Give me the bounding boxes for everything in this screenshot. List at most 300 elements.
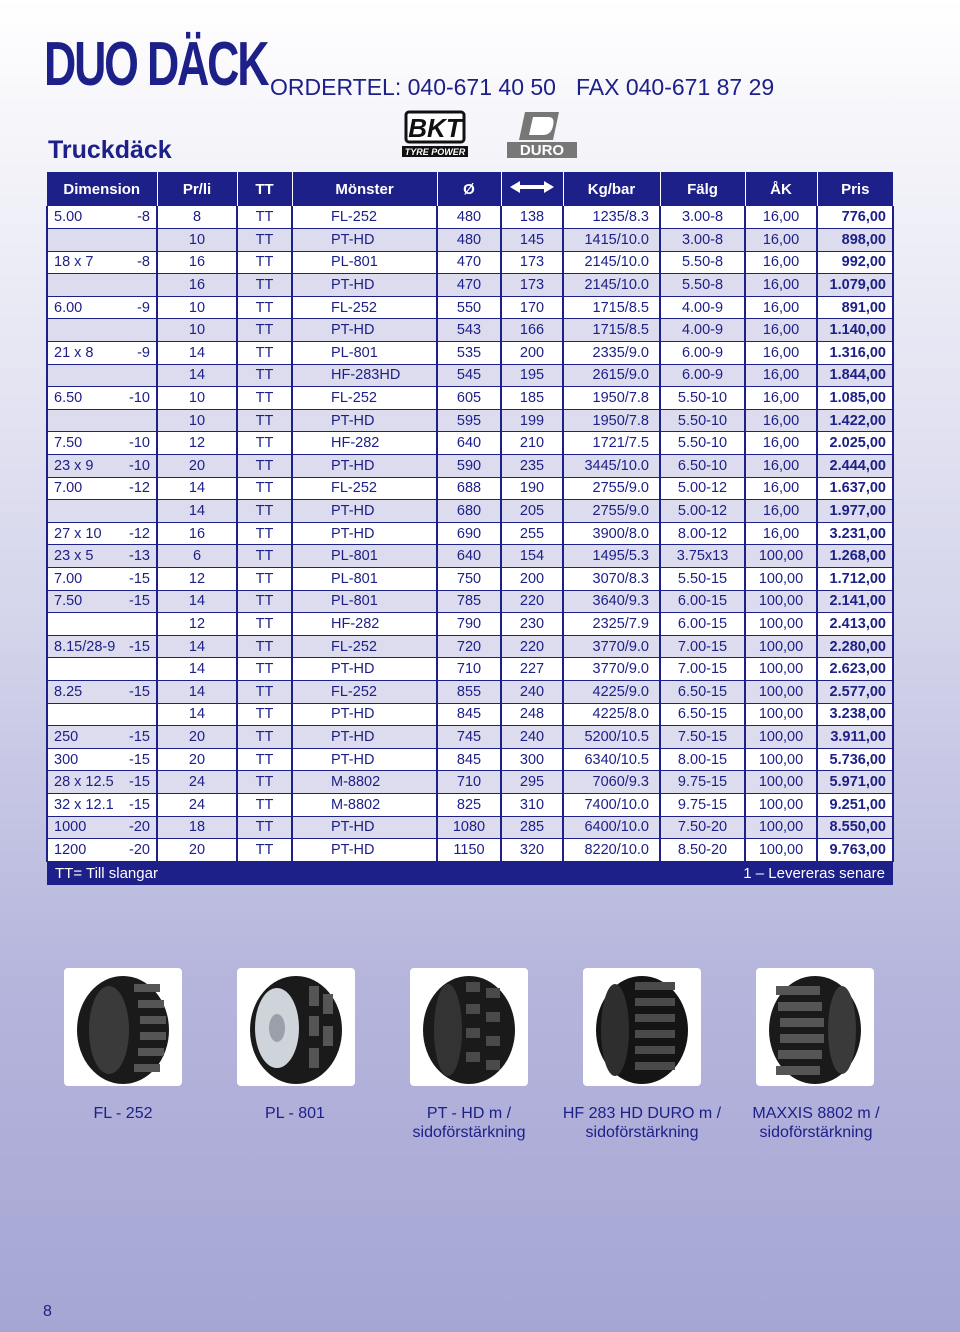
price-cell: 1.085,00 xyxy=(817,387,893,410)
tt-cell: TT xyxy=(237,635,292,658)
dimension-cell xyxy=(47,206,157,229)
price-cell: 3.911,00 xyxy=(817,726,893,749)
pr-li-cell: 12 xyxy=(157,613,237,636)
dimension-cell xyxy=(47,477,157,500)
monster-cell: PT-HD xyxy=(292,500,437,523)
tt-cell: TT xyxy=(237,839,292,862)
monster-cell: PL-801 xyxy=(292,342,437,365)
width-cell: 173 xyxy=(501,274,563,297)
dimension-size: 5.00 xyxy=(54,209,83,226)
price-cell: 2.141,00 xyxy=(817,590,893,613)
tt-cell: TT xyxy=(237,748,292,771)
pr-li-cell: 8 xyxy=(157,206,237,229)
price-cell: 1.268,00 xyxy=(817,545,893,568)
diameter-cell: 790 xyxy=(437,613,501,636)
width-cell: 230 xyxy=(501,613,563,636)
dimension-rim: -15 xyxy=(129,751,150,768)
pr-li-cell: 14 xyxy=(157,635,237,658)
col-diameter: Ø xyxy=(437,172,501,206)
ak-cell: 100,00 xyxy=(745,726,817,749)
diameter-cell: 825 xyxy=(437,793,501,816)
col-kg-bar: Kg/bar xyxy=(563,172,660,206)
kg-bar-cell: 3445/10.0 xyxy=(563,455,660,478)
price-cell: 2.444,00 xyxy=(817,455,893,478)
pr-li-cell: 20 xyxy=(157,726,237,749)
pr-li-cell: 12 xyxy=(157,568,237,591)
dimension-size: 1000 xyxy=(54,819,87,836)
col-tt: TT xyxy=(237,172,292,206)
price-table xyxy=(46,172,894,885)
kg-bar-cell: 2755/9.0 xyxy=(563,477,660,500)
footer-note-tt: TT= Till slangar xyxy=(47,861,501,885)
monster-cell: PT-HD xyxy=(292,409,437,432)
tt-cell: TT xyxy=(237,658,292,681)
width-cell: 240 xyxy=(501,680,563,703)
dimension-cell xyxy=(47,839,157,862)
pr-li-cell: 10 xyxy=(157,296,237,319)
width-cell: 195 xyxy=(501,364,563,387)
falg-cell: 5.00-12 xyxy=(660,500,745,523)
width-cell: 170 xyxy=(501,296,563,319)
falg-cell: 9.75-15 xyxy=(660,793,745,816)
price-cell: 1.712,00 xyxy=(817,568,893,591)
diameter-cell: 543 xyxy=(437,319,501,342)
width-cell: 227 xyxy=(501,658,563,681)
col-pr-li: Pr/li xyxy=(157,172,237,206)
falg-cell: 7.00-15 xyxy=(660,635,745,658)
price-cell: 3.231,00 xyxy=(817,522,893,545)
tt-cell: TT xyxy=(237,680,292,703)
falg-cell: 6.00-9 xyxy=(660,364,745,387)
ak-cell: 100,00 xyxy=(745,793,817,816)
dimension-rim: -13 xyxy=(129,548,150,565)
dimension-size: 6.50 xyxy=(54,390,83,407)
dimension-rim: -15 xyxy=(129,570,150,587)
dimension-size: 7.00 xyxy=(54,480,83,497)
tire-image-pl-801 xyxy=(237,968,355,1086)
contact-line xyxy=(270,74,774,101)
falg-cell: 6.50-10 xyxy=(660,455,745,478)
monster-cell: FL-252 xyxy=(292,387,437,410)
tt-cell: TT xyxy=(237,251,292,274)
price-cell: 9.763,00 xyxy=(817,839,893,862)
tire-caption-hf-283: HF 283 HD DURO m / sidoförstärkning xyxy=(562,1105,722,1141)
dimension-cell xyxy=(47,251,157,274)
price-cell: 1.140,00 xyxy=(817,319,893,342)
monster-cell: PT-HD xyxy=(292,274,437,297)
diameter-cell: 470 xyxy=(437,251,501,274)
dimension-size: 28 x 12.5 xyxy=(54,774,114,791)
pr-li-cell: 14 xyxy=(157,342,237,365)
tt-cell: TT xyxy=(237,500,292,523)
width-cell: 205 xyxy=(501,500,563,523)
ak-cell: 100,00 xyxy=(745,545,817,568)
dimension-rim: -9 xyxy=(137,344,150,361)
table-row xyxy=(47,748,893,771)
col-width xyxy=(501,172,563,206)
kg-bar-cell: 1715/8.5 xyxy=(563,319,660,342)
diameter-cell: 750 xyxy=(437,568,501,591)
width-cell: 200 xyxy=(501,342,563,365)
dimension-size: 7.50 xyxy=(54,593,83,610)
pr-li-cell: 6 xyxy=(157,545,237,568)
dimension-rim: -15 xyxy=(129,593,150,610)
tire-image-hf-283-hd-duro xyxy=(583,968,701,1086)
diameter-cell: 745 xyxy=(437,726,501,749)
tt-cell: TT xyxy=(237,432,292,455)
dimension-cell xyxy=(47,522,157,545)
tire-caption-maxxis: MAXXIS 8802 m / sidoförstärkning xyxy=(752,1105,880,1141)
price-cell: 2.413,00 xyxy=(817,613,893,636)
kg-bar-cell: 6340/10.5 xyxy=(563,748,660,771)
dimension-cell xyxy=(47,635,157,658)
dimension-rim: -15 xyxy=(129,728,150,745)
ak-cell: 16,00 xyxy=(745,364,817,387)
tt-cell: TT xyxy=(237,568,292,591)
width-cell: 166 xyxy=(501,319,563,342)
tt-cell: TT xyxy=(237,409,292,432)
tire-hf-283-hd-duro-icon xyxy=(583,968,701,1086)
kg-bar-cell: 1495/5.3 xyxy=(563,545,660,568)
pr-li-cell: 14 xyxy=(157,364,237,387)
pr-li-cell: 16 xyxy=(157,522,237,545)
dimension-size: 250 xyxy=(54,728,79,745)
tt-cell: TT xyxy=(237,455,292,478)
diameter-cell: 480 xyxy=(437,229,501,252)
falg-cell: 5.50-8 xyxy=(660,251,745,274)
monster-cell: PT-HD xyxy=(292,748,437,771)
tire-fl-252-icon xyxy=(64,968,182,1086)
brand-logo: DUO DÄCK xyxy=(44,30,268,99)
pr-li-cell: 20 xyxy=(157,839,237,862)
falg-cell: 9.75-15 xyxy=(660,771,745,794)
monster-cell: FL-252 xyxy=(292,477,437,500)
ak-cell: 100,00 xyxy=(745,613,817,636)
kg-bar-cell: 3070/8.3 xyxy=(563,568,660,591)
table-header-row xyxy=(47,172,893,206)
dimension-cell xyxy=(47,432,157,455)
dimension-cell xyxy=(47,229,157,252)
dimension-cell xyxy=(47,703,157,726)
ak-cell: 16,00 xyxy=(745,455,817,478)
dimension-size: 8.25 xyxy=(54,683,83,700)
pr-li-cell: 10 xyxy=(157,319,237,342)
col-dimension: Dimension xyxy=(47,172,157,206)
price-cell: 1.422,00 xyxy=(817,409,893,432)
dimension-rim: -15 xyxy=(129,683,150,700)
table-row xyxy=(47,568,893,591)
pr-li-cell: 16 xyxy=(157,251,237,274)
footer-note-delivery: 1 – Levereras senare xyxy=(501,861,893,885)
price-cell: 898,00 xyxy=(817,229,893,252)
ak-cell: 100,00 xyxy=(745,771,817,794)
duro-logo-text: DURO xyxy=(519,142,565,159)
width-cell: 320 xyxy=(501,839,563,862)
dimension-cell xyxy=(47,680,157,703)
width-cell: 138 xyxy=(501,206,563,229)
falg-cell: 3.00-8 xyxy=(660,229,745,252)
dimension-cell xyxy=(47,545,157,568)
pr-li-cell: 10 xyxy=(157,387,237,410)
monster-cell: PT-HD xyxy=(292,229,437,252)
table-row xyxy=(47,839,893,862)
dimension-size: 23 x 9 xyxy=(54,457,94,474)
dimension-size: 23 x 5 xyxy=(54,548,94,565)
price-cell: 2.623,00 xyxy=(817,658,893,681)
tire-caption-fl-252: FL - 252 xyxy=(93,1105,153,1122)
pr-li-cell: 16 xyxy=(157,274,237,297)
table-row xyxy=(47,274,893,297)
monster-cell: HF-283HD xyxy=(292,364,437,387)
dimension-cell xyxy=(47,568,157,591)
diameter-cell: 710 xyxy=(437,658,501,681)
tt-cell: TT xyxy=(237,229,292,252)
dimension-size: 32 x 12.1 xyxy=(54,796,114,813)
ak-cell: 100,00 xyxy=(745,658,817,681)
table-row xyxy=(47,726,893,749)
col-ak: ÅK xyxy=(745,172,817,206)
table-row xyxy=(47,793,893,816)
width-cell: 190 xyxy=(501,477,563,500)
tire-image-maxxis-8802 xyxy=(756,968,874,1086)
diameter-cell: 688 xyxy=(437,477,501,500)
dimension-cell xyxy=(47,771,157,794)
tt-cell: TT xyxy=(237,387,292,410)
price-cell: 1.316,00 xyxy=(817,342,893,365)
price-cell: 2.280,00 xyxy=(817,635,893,658)
table-row xyxy=(47,251,893,274)
tt-cell: TT xyxy=(237,296,292,319)
table-row xyxy=(47,319,893,342)
dimension-cell xyxy=(47,726,157,749)
kg-bar-cell: 8220/10.0 xyxy=(563,839,660,862)
width-cell: 145 xyxy=(501,229,563,252)
duro-logo xyxy=(505,110,579,160)
falg-cell: 6.50-15 xyxy=(660,703,745,726)
kg-bar-cell: 7060/9.3 xyxy=(563,771,660,794)
tt-cell: TT xyxy=(237,274,292,297)
col-falg: Fälg xyxy=(660,172,745,206)
kg-bar-cell: 5200/10.5 xyxy=(563,726,660,749)
width-cell: 220 xyxy=(501,590,563,613)
table-row xyxy=(47,364,893,387)
tt-cell: TT xyxy=(237,477,292,500)
kg-bar-cell: 2325/7.9 xyxy=(563,613,660,636)
tt-cell: TT xyxy=(237,771,292,794)
table-row xyxy=(47,771,893,794)
falg-cell: 6.50-15 xyxy=(660,680,745,703)
price-cell: 3.238,00 xyxy=(817,703,893,726)
falg-cell: 6.00-9 xyxy=(660,342,745,365)
ak-cell: 16,00 xyxy=(745,229,817,252)
ak-cell: 16,00 xyxy=(745,206,817,229)
bkt-logo-subtext: TYRE POWER xyxy=(404,147,466,157)
width-arrows-icon xyxy=(508,180,556,194)
page-number: 8 xyxy=(43,1303,52,1320)
monster-cell: PT-HD xyxy=(292,703,437,726)
table-row xyxy=(47,680,893,703)
pr-li-cell: 14 xyxy=(157,658,237,681)
ak-cell: 100,00 xyxy=(745,635,817,658)
pr-li-cell: 14 xyxy=(157,590,237,613)
monster-cell: FL-252 xyxy=(292,296,437,319)
table-row xyxy=(47,342,893,365)
monster-cell: PL-801 xyxy=(292,251,437,274)
ak-cell: 16,00 xyxy=(745,319,817,342)
price-table-wrapper xyxy=(46,172,892,885)
diameter-cell: 470 xyxy=(437,274,501,297)
table-row xyxy=(47,455,893,478)
kg-bar-cell: 7400/10.0 xyxy=(563,793,660,816)
dimension-rim: -9 xyxy=(137,299,150,316)
dimension-size: 8.15/28-9 xyxy=(54,638,116,655)
ak-cell: 16,00 xyxy=(745,409,817,432)
table-body xyxy=(47,206,893,861)
ak-cell: 100,00 xyxy=(745,680,817,703)
width-cell: 240 xyxy=(501,726,563,749)
ak-cell: 100,00 xyxy=(745,568,817,591)
falg-cell: 4.00-9 xyxy=(660,319,745,342)
monster-cell: PL-801 xyxy=(292,545,437,568)
falg-cell: 5.50-10 xyxy=(660,432,745,455)
tt-cell: TT xyxy=(237,545,292,568)
tire-image-fl-252 xyxy=(64,968,182,1086)
diameter-cell: 680 xyxy=(437,500,501,523)
width-cell: 200 xyxy=(501,568,563,591)
dimension-rim: -15 xyxy=(129,638,150,655)
bkt-logo xyxy=(400,110,470,160)
dimension-cell xyxy=(47,364,157,387)
dimension-size: 7.50 xyxy=(54,435,83,452)
width-cell: 248 xyxy=(501,703,563,726)
kg-bar-cell: 1235/8.3 xyxy=(563,206,660,229)
tt-cell: TT xyxy=(237,793,292,816)
dimension-size: 7.00 xyxy=(54,570,83,587)
width-cell: 255 xyxy=(501,522,563,545)
tt-cell: TT xyxy=(237,364,292,387)
kg-bar-cell: 2335/9.0 xyxy=(563,342,660,365)
pr-li-cell: 14 xyxy=(157,703,237,726)
ak-cell: 100,00 xyxy=(745,703,817,726)
ak-cell: 100,00 xyxy=(745,590,817,613)
pr-li-cell: 20 xyxy=(157,455,237,478)
monster-cell: PT-HD xyxy=(292,522,437,545)
monster-cell: PL-801 xyxy=(292,590,437,613)
dimension-cell xyxy=(47,793,157,816)
falg-cell: 5.50-10 xyxy=(660,387,745,410)
kg-bar-cell: 2615/9.0 xyxy=(563,364,660,387)
width-cell: 295 xyxy=(501,771,563,794)
diameter-cell: 855 xyxy=(437,680,501,703)
dimension-rim: -20 xyxy=(129,841,150,858)
diameter-cell: 785 xyxy=(437,590,501,613)
dimension-size: 21 x 8 xyxy=(54,344,94,361)
ak-cell: 100,00 xyxy=(745,839,817,862)
tt-cell: TT xyxy=(237,703,292,726)
price-cell: 1.844,00 xyxy=(817,364,893,387)
ak-cell: 16,00 xyxy=(745,387,817,410)
kg-bar-cell: 1715/8.5 xyxy=(563,296,660,319)
falg-cell: 5.00-12 xyxy=(660,477,745,500)
diameter-cell: 1080 xyxy=(437,816,501,839)
tt-cell: TT xyxy=(237,590,292,613)
monster-cell: PT-HD xyxy=(292,726,437,749)
diameter-cell: 845 xyxy=(437,703,501,726)
col-pris: Pris xyxy=(817,172,893,206)
table-row xyxy=(47,206,893,229)
width-cell: 300 xyxy=(501,748,563,771)
tt-cell: TT xyxy=(237,816,292,839)
width-cell: 220 xyxy=(501,635,563,658)
dimension-rim: -20 xyxy=(129,819,150,836)
diameter-cell: 535 xyxy=(437,342,501,365)
falg-cell: 6.00-15 xyxy=(660,613,745,636)
price-cell: 1.637,00 xyxy=(817,477,893,500)
col-monster: Mönster xyxy=(292,172,437,206)
dimension-rim: -10 xyxy=(129,390,150,407)
dimension-cell xyxy=(47,455,157,478)
diameter-cell: 640 xyxy=(437,545,501,568)
dimension-cell xyxy=(47,274,157,297)
diameter-cell: 545 xyxy=(437,364,501,387)
width-cell: 310 xyxy=(501,793,563,816)
table-row xyxy=(47,658,893,681)
dimension-cell xyxy=(47,658,157,681)
price-cell: 776,00 xyxy=(817,206,893,229)
table-row xyxy=(47,703,893,726)
dimension-cell xyxy=(47,613,157,636)
table-row xyxy=(47,409,893,432)
tt-cell: TT xyxy=(237,342,292,365)
pr-li-cell: 10 xyxy=(157,229,237,252)
tire-image-pt-hd xyxy=(410,968,528,1086)
dimension-rim: -8 xyxy=(137,209,150,226)
kg-bar-cell: 1415/10.0 xyxy=(563,229,660,252)
tire-maxxis-8802-icon xyxy=(756,968,874,1086)
dimension-rim: -15 xyxy=(129,796,150,813)
dimension-cell xyxy=(47,296,157,319)
monster-cell: HF-282 xyxy=(292,432,437,455)
diameter-cell: 590 xyxy=(437,455,501,478)
diameter-cell: 640 xyxy=(437,432,501,455)
table-row xyxy=(47,816,893,839)
falg-cell: 8.00-15 xyxy=(660,748,745,771)
falg-cell: 4.00-9 xyxy=(660,296,745,319)
pr-li-cell: 10 xyxy=(157,409,237,432)
width-cell: 199 xyxy=(501,409,563,432)
order-tel: ORDERTEL: 040-671 40 50 xyxy=(270,74,556,100)
price-cell: 1.977,00 xyxy=(817,500,893,523)
dimension-rim: -15 xyxy=(129,774,150,791)
tt-cell: TT xyxy=(237,613,292,636)
dimension-cell xyxy=(47,590,157,613)
price-cell: 9.251,00 xyxy=(817,793,893,816)
diameter-cell: 595 xyxy=(437,409,501,432)
kg-bar-cell: 1950/7.8 xyxy=(563,409,660,432)
dimension-rim: -12 xyxy=(129,525,150,542)
falg-cell: 5.50-10 xyxy=(660,409,745,432)
pr-li-cell: 14 xyxy=(157,680,237,703)
monster-cell: PL-801 xyxy=(292,568,437,591)
monster-cell: PT-HD xyxy=(292,816,437,839)
pr-li-cell: 24 xyxy=(157,793,237,816)
kg-bar-cell: 2145/10.0 xyxy=(563,274,660,297)
width-cell: 210 xyxy=(501,432,563,455)
falg-cell: 7.00-15 xyxy=(660,658,745,681)
table-row xyxy=(47,477,893,500)
monster-cell: PT-HD xyxy=(292,658,437,681)
monster-cell: M-8802 xyxy=(292,793,437,816)
